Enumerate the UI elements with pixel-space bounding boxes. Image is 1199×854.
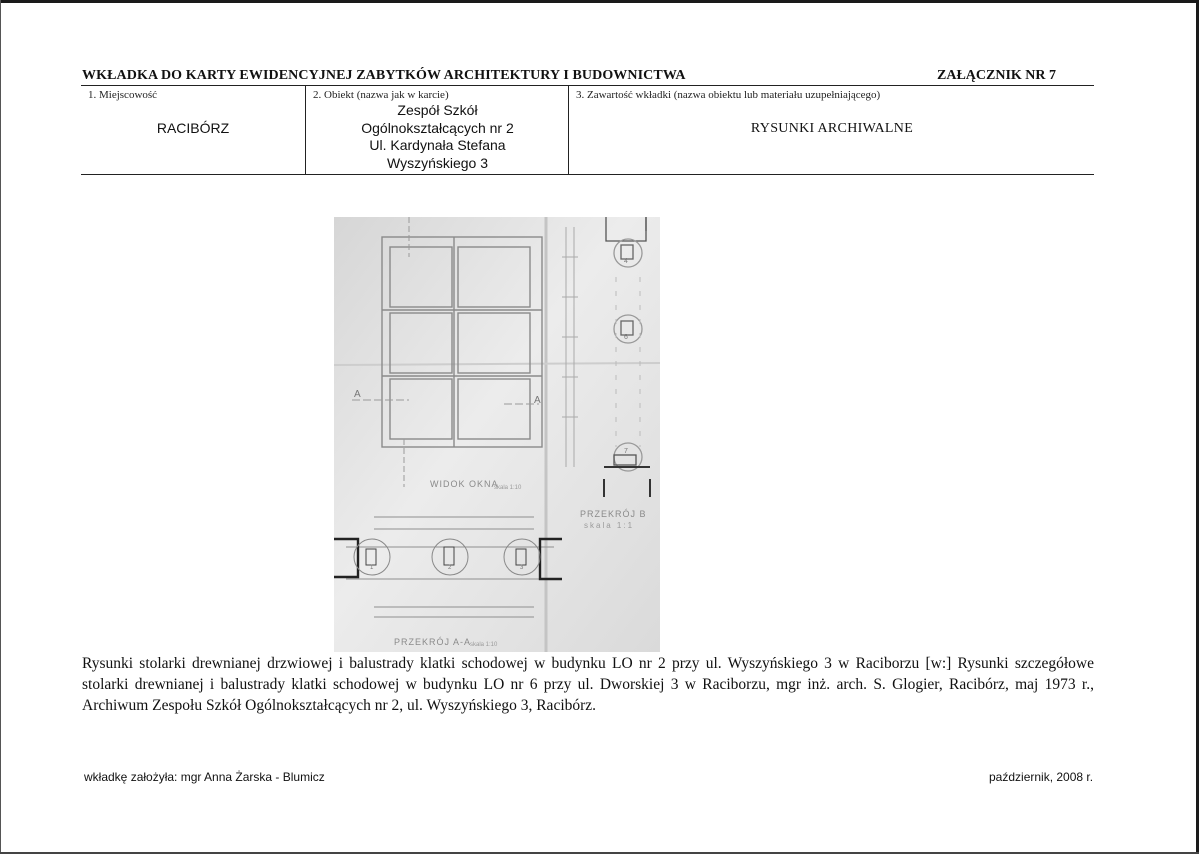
content-cell (568, 86, 1095, 174)
document-title: WKŁADKA DO KARTY EWIDENCYJNEJ ZABYTKÓW ARCHITEKTURY I BUDOWNICTWA (82, 68, 686, 83)
content-value: RYSUNKI ARCHIWALNE (750, 121, 914, 136)
scan-edge-left (0, 0, 1, 854)
section-mark-a-left: A (354, 389, 361, 400)
section-aa-label: PRZEKRÓJ A-A (394, 637, 472, 647)
object-line: Ogólnokształcących nr 2 (361, 119, 514, 136)
locality-label: 1. Miejscowość (88, 89, 158, 101)
footer-author: wkładkę założyła: mgr Anna Żarska - Blumicz (84, 770, 325, 784)
detail-number: 4 (624, 258, 628, 265)
object-line: Wyszyńskiego 3 (386, 154, 489, 171)
object-value (306, 102, 569, 172)
object-cell (305, 86, 569, 174)
annex-number: ZAŁĄCZNIK NR 7 (937, 68, 1057, 83)
locality-value: RACIBÓRZ (156, 120, 230, 136)
paper-background (334, 217, 660, 652)
archival-drawing (334, 217, 660, 652)
section-mark-a-right: A (534, 395, 541, 406)
object-line: Zespół Szkół (397, 102, 478, 118)
detail-number: 1 (370, 565, 374, 571)
drawing-caption: Rysunki stolarki drewnianej drzwiowej i balustrady klatki schodowej w budynku LO nr 2 przy ul. Wyszyńskiego 3 w Raciborzu [w:] Rysunki szczegółowe stolarki drewnianej i balustrady klatki schodowej w budynku LO nr 6 przy ul. Dworskiej 3 w Raciborzu, mgr inż. arch. S. Glogier, Racibórz, maj 1973 r., Archiwum Zespołu Szkół Ogólnokształcących nr 2, ul. Wyszyńskiego 3, Racibórz. (82, 655, 1094, 714)
detail-number: 6 (624, 334, 628, 341)
object-label: 2. Obiekt (nazwa jak w karcie) (313, 89, 449, 101)
scan-edge-top (0, 0, 1199, 3)
content-label: 3. Zawartość wkładki (nazwa obiektu lub materiału uzupełniającego) (576, 89, 881, 101)
archival-drawing-photo (334, 217, 660, 652)
section-b-label: PRZEKRÓJ B (580, 509, 647, 519)
detail-number: 2 (448, 565, 452, 571)
object-line: Ul. Kardynała Stefana (369, 137, 506, 153)
footer-date: październik, 2008 r. (989, 770, 1094, 784)
header-table (81, 85, 1094, 175)
window-view-label: WIDOK OKNA (430, 479, 499, 489)
window-view-scale: skala 1:10 (494, 485, 522, 491)
section-aa-scale: skala 1:10 (470, 642, 498, 648)
locality-cell (81, 86, 305, 174)
section-b-scale: skala 1:1 (584, 521, 635, 530)
detail-number: 7 (624, 448, 628, 455)
detail-number: 3 (520, 565, 524, 571)
